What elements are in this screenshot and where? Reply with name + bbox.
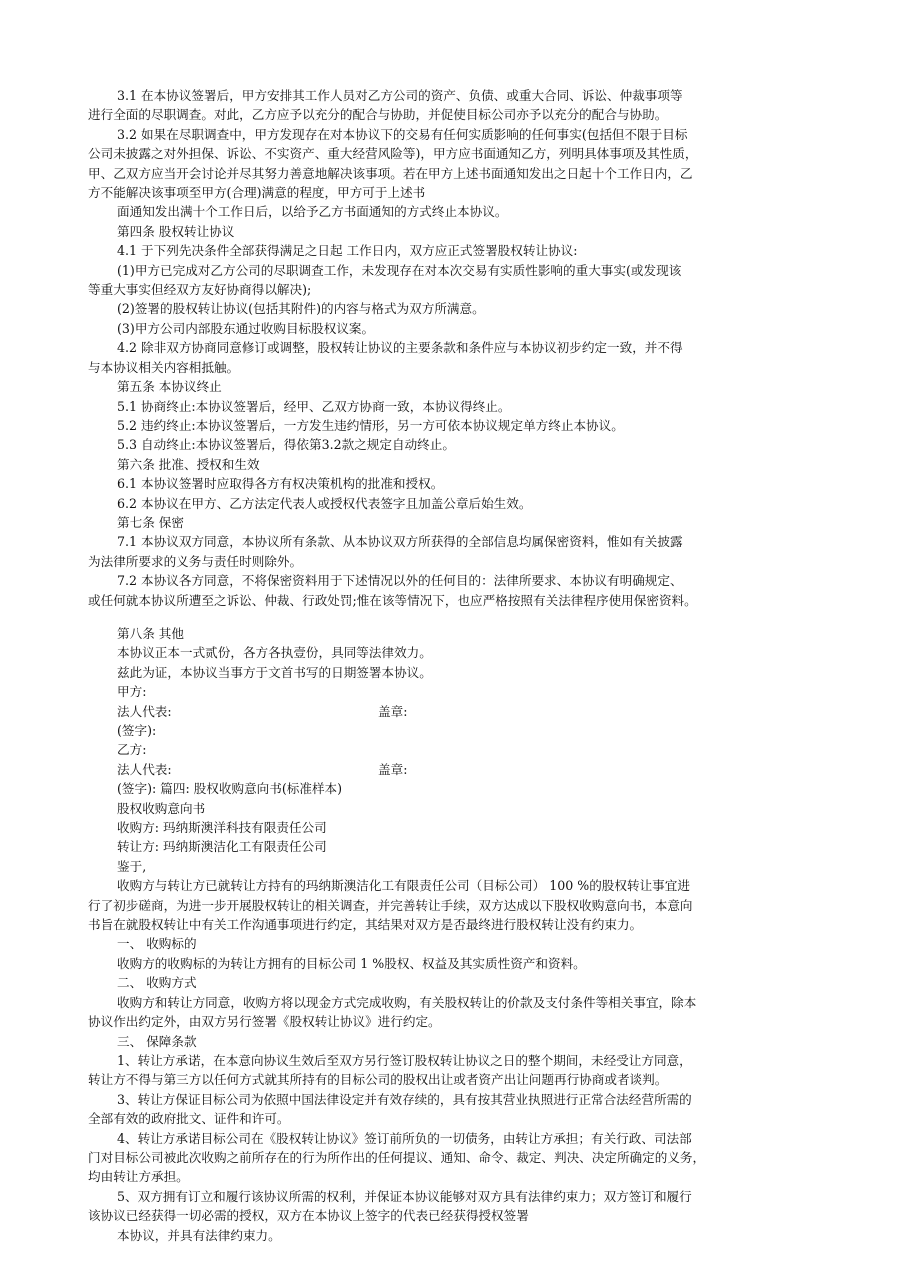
text-line: 为法律所要求的义务与责任时则除外。 bbox=[88, 553, 303, 569]
text-line: 6.1 本协议签署时应取得各方有权决策机构的批准和授权。 bbox=[117, 476, 444, 492]
text-line: 等重大事实但经双方友好协商得以解决); bbox=[88, 282, 312, 298]
text-line: 鉴于, bbox=[117, 858, 147, 874]
seal-label: 盖章: bbox=[378, 761, 408, 777]
text-line: 第七条 保密 bbox=[117, 514, 184, 530]
text-line: 5.1 协商终止:本协议签署后，经甲、乙双方协商一致，本协议得终止。 bbox=[117, 398, 511, 414]
text-line: 该协议已经获得一切必需的授权，双方在本协议上签字的代表已经获得授权签署 bbox=[88, 1208, 529, 1224]
text-line: 方不能解决该事项至甲方(合理)满意的程度，甲方可于上述书 bbox=[88, 185, 426, 201]
paragraph-gap bbox=[88, 610, 823, 624]
text-line: 3、转让方保证目标公司为依照中国法律设定并有效存续的，具有按其营业执照进行正常合法经营所需的 bbox=[117, 1091, 692, 1107]
text-line: 5.3 自动终止:本协议签署后，得依第3.2款之规定自动终止。 bbox=[117, 437, 455, 453]
text-line: 转让方: 玛纳斯澳洁化工有限责任公司 bbox=[117, 839, 327, 855]
text-line: 甲、乙双方应当开会讨论并尽其努力善意地解决该事项。若在甲方上述书面通知发出之日起十个工作日内，乙 bbox=[88, 165, 693, 181]
text-line: 一、 收购标的 bbox=[117, 936, 197, 952]
text-line: 第五条 本协议终止 bbox=[117, 379, 222, 395]
text-line: 收购方的收购标的为转让方拥有的目标公司 1 %股权、权益及其实质性资产和资料。 bbox=[117, 955, 586, 971]
text-line: 3.2 如果在尽职调查中，甲方发现存在对本协议下的交易有任何实质影响的任何事实(包括但不限于目标 bbox=[117, 126, 688, 142]
text-line: 第六条 批准、授权和生效 bbox=[117, 456, 260, 472]
text-line: 书旨在就股权转让中有关工作沟通事项进行约定，其结果对双方是否最终进行股权转让没有约束力。 bbox=[88, 917, 643, 933]
document-body bbox=[88, 86, 823, 1245]
text-line: 6.2 本协议在甲方、乙方法定代表人或授权代表签字且加盖公章后始生效。 bbox=[117, 495, 532, 511]
text-line: 股权收购意向书 bbox=[117, 800, 206, 816]
text-line: 进行全面的尽职调查。对此，乙方应予以充分的配合与协助，并促使目标公司亦予以充分的配合与协助。 bbox=[88, 107, 668, 123]
text-line: (2)签署的股权转让协议(包括其附件)的内容与格式为双方所满意。 bbox=[117, 301, 485, 317]
seal-label: 盖章: bbox=[378, 703, 408, 719]
text-line: 第四条 股权转让协议 bbox=[117, 223, 235, 239]
party-b-label: 乙方: bbox=[117, 742, 147, 758]
text-line: 收购方: 玛纳斯澳洋科技有限责任公司 bbox=[117, 820, 327, 836]
text-line: 均由转让方承担。 bbox=[88, 1169, 189, 1185]
text-line: 5、双方拥有订立和履行该协议所需的权利，并保证本协议能够对双方具有法律约束力；双方签订和履行 bbox=[117, 1188, 692, 1204]
agreement-section-clauses-3-7 bbox=[88, 86, 823, 610]
text-line: 7.1 本协议双方同意，本协议所有条款、从本协议双方所获得的全部信息均属保密资料，惟如有关披露 bbox=[117, 534, 683, 550]
letter-of-intent-section bbox=[88, 779, 823, 1245]
text-line: (3)甲方公司内部股东通过收购目标股权议案。 bbox=[117, 320, 375, 336]
text-line: 三、 保障条款 bbox=[117, 1033, 197, 1049]
party-a-sign-label: (签字): bbox=[117, 723, 157, 738]
text-line: 3.1 在本协议签署后，甲方安排其工作人员对乙方公司的资产、负债、或重大合同、诉讼、仲裁事项等 bbox=[117, 88, 683, 103]
text-line: 全部有效的政府批文、证件和许可。 bbox=[88, 1111, 290, 1127]
text-line: 4、转让方承诺目标公司在《股权转让协议》签订前所负的一切债务，由转让方承担；有关行政、司法部 bbox=[117, 1130, 692, 1146]
party-b-signature-row bbox=[88, 760, 823, 779]
text-line: 1、转让方承诺，在本意向协议生效后至双方另行签订股权转让协议之日的整个期间，未经受让方同意， bbox=[117, 1052, 692, 1068]
text-line: 收购方和转让方同意，收购方将以现金方式完成收购，有关股权转让的价款及支付条件等相关事宜，除本 bbox=[117, 994, 697, 1010]
text-line: 4.2 除非双方协商同意修订或调整，股权转让协议的主要条款和条件应与本协议初步约定一致，并不得 bbox=[117, 340, 683, 356]
text-line: 本协议，并具有法律约束力。 bbox=[117, 1227, 281, 1243]
text-line: 兹此为证，本协议当事方于文首书写的日期签署本协议。 bbox=[117, 664, 432, 680]
text-line: 甲方: bbox=[117, 684, 147, 700]
text-line: 第八条 其他 bbox=[117, 625, 184, 641]
legal-rep-label: 法人代表: bbox=[117, 703, 172, 719]
text-line: (1)甲方已完成对乙方公司的尽职调查工作，未发现存在对本次交易有实质性影响的重大事实(或发现该 bbox=[117, 262, 682, 278]
text-line: 或任何就本协议所遭至之诉讼、仲裁、行政处罚;惟在该等情况下，也应严格按照有关法律程序使用保密资料。 bbox=[88, 592, 697, 608]
text-line: 行了初步磋商，为进一步开展股权转让的相关调查，并完善转让手续，双方达成以下股权收购意向书，本意向 bbox=[88, 897, 693, 913]
text-line: 协议作出约定外，由双方另行签署《股权转让协议》进行约定。 bbox=[88, 1014, 441, 1030]
text-line: 门对目标公司被此次收购之前所存在的行为所作出的任何提议、通知、命令、裁定、判决、决定所确定的义务， bbox=[88, 1149, 706, 1165]
text-line: 转让方不得与第三方以任何方式就其所持有的目标公司的股权出让或者资产出让问题再行协商或者谈判。 bbox=[88, 1072, 668, 1088]
text-line: 5.2 违约终止:本协议签署后，一方发生违约情形，另一方可依本协议规定单方终止本协议。 bbox=[117, 417, 624, 433]
text-line: (签字): 篇四: 股权收购意向书(标准样本) bbox=[117, 781, 343, 797]
text-line: 与本协议相关内容相抵触。 bbox=[88, 359, 240, 375]
text-line: 公司未披露之对外担保、诉讼、不实资产、重大经营风险等)，甲方应书面通知乙方，列明具体事项及其性质， bbox=[88, 146, 698, 162]
text-line: 面通知发出满十个工作日后，以给予乙方书面通知的方式终止本协议。 bbox=[117, 204, 508, 220]
text-line: 收购方与转让方已就转让方持有的玛纳斯澳洁化工有限责任公司（目标公司） 100 %的股权转让事宜进 bbox=[117, 878, 690, 894]
text-line: 7.2 本协议各方同意，不将保密资料用于下述情况以外的任何目的：法律所要求、本协议有明确规定、 bbox=[117, 573, 683, 589]
text-line: 4.1 于下列先决条件全部获得满足之日起 工作日内，双方应正式签署股权转让协议: bbox=[117, 243, 578, 259]
text-line: 本协议正本一式贰份，各方各执壹份，具同等法律效力。 bbox=[117, 645, 432, 661]
party-a-signature-row bbox=[88, 702, 823, 721]
agreement-section-clause-8 bbox=[88, 624, 823, 702]
text-line: 二、 收购方式 bbox=[117, 975, 197, 991]
legal-rep-label: 法人代表: bbox=[117, 761, 172, 777]
